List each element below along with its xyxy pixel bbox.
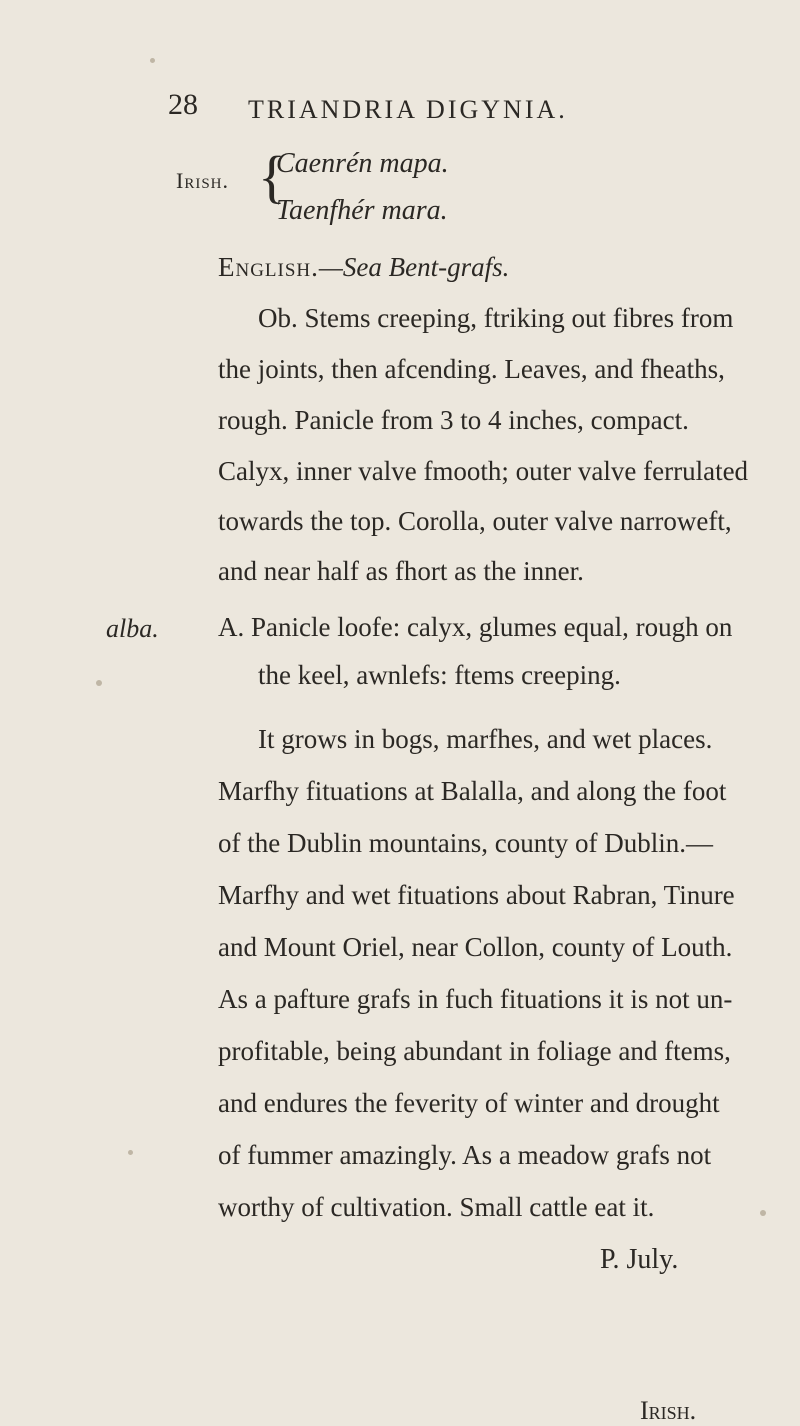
english-name: —Sea Bent-grafs. [318, 252, 510, 282]
description-line: rough. Panicle from 3 to 4 inches, compact. [218, 405, 689, 435]
english-name-line [218, 252, 509, 283]
catchword: Irish. [640, 1396, 697, 1425]
variety-line: the keel, awnlefs: ftems creeping. [258, 660, 621, 690]
page-number: 28 [168, 88, 198, 121]
habitat-line: of fummer amazingly. As a meadow grafs not [218, 1140, 712, 1170]
habitat-line: and Mount Oriel, near Collon, county of Louth. [218, 932, 733, 962]
brace-icon: { [258, 144, 286, 209]
habitat-line: worthy of cultivation. Small cattle eat it. [218, 1192, 655, 1222]
irish-label: Irish. [176, 168, 230, 193]
english-label: English. [218, 252, 319, 282]
description-line: the joints, then afcending. Leaves, and fheaths, [218, 354, 725, 384]
transliterated-name: Taenfhér mara. [276, 195, 448, 226]
running-head: TRIANDRIA DIGYNIA. [248, 95, 568, 124]
habitat-line: As a pafture grafs in fuch fituations it is not un- [218, 984, 733, 1014]
signature: P. July. [600, 1244, 679, 1275]
habitat-line: of the Dublin mountains, county of Dublin.— [218, 828, 713, 858]
description-line: Ob. Stems creeping, ftriking out fibres from [258, 303, 734, 333]
habitat-line: It grows in bogs, marfhes, and wet places. [258, 724, 713, 754]
margin-note: alba. [106, 614, 159, 643]
foxing-spot [760, 1210, 766, 1216]
habitat-line: Marfhy and wet fituations about Rabran, Tinure [218, 880, 735, 910]
foxing-spot [96, 680, 102, 686]
habitat-line: and endures the feverity of winter and drought [218, 1088, 720, 1118]
variety-line: A. Panicle loofe: calyx, glumes equal, rough on [218, 612, 733, 642]
foxing-spot [128, 1150, 133, 1155]
description-line: and near half as fhort as the inner. [218, 556, 584, 586]
description-line: towards the top. Corolla, outer valve narroweft, [218, 506, 732, 536]
description-line: Calyx, inner valve fmooth; outer valve ferrulated [218, 456, 749, 486]
foxing-spot [150, 58, 155, 63]
gaelic-name: Caenrén mapa. [276, 148, 449, 179]
habitat-line: profitable, being abundant in foliage and ftems, [218, 1036, 731, 1066]
habitat-line: Marfhy fituations at Balalla, and along the foot [218, 776, 727, 806]
